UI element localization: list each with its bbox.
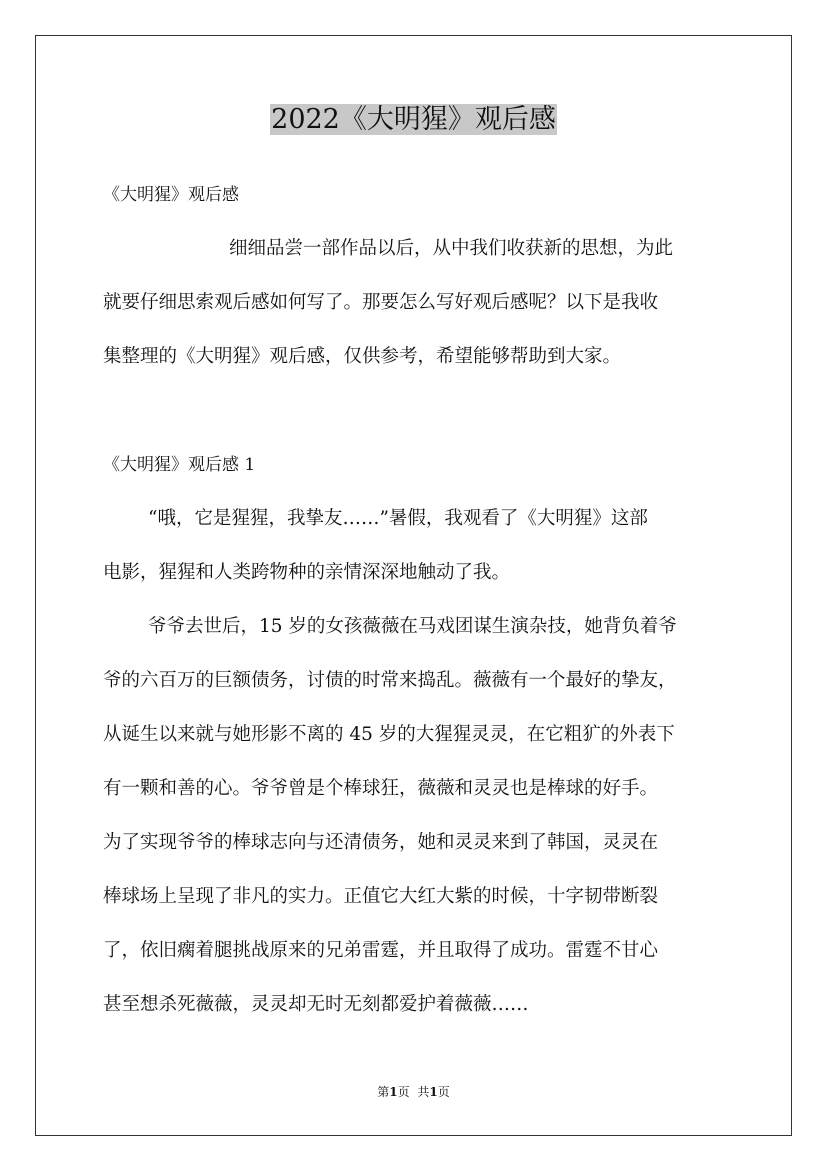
body-line-8: 棒球场上呈现了非凡的实力。正值它大红大紫的时候，十字韧带断裂 — [103, 886, 659, 907]
intro-line-3: 集整理的《大明猩》观后感，仅供参考，希望能够帮助到大家。 — [103, 346, 622, 367]
total-label-suffix: 页 — [437, 1085, 450, 1099]
body-line-5: 从诞生以来就与她形影不离的 45 岁的大猩猩灵灵，在它粗犷的外表下 — [103, 724, 675, 745]
document-title-wrapper — [0, 100, 827, 140]
document-title: 2022《大明猩》观后感 — [271, 104, 556, 135]
total-label-prefix: 共 — [417, 1085, 430, 1099]
intro-line-1: 细细品尝一部作品以后，从中我们收获新的思想，为此 — [229, 238, 674, 259]
page-label-prefix: 第 — [377, 1085, 390, 1099]
body-line-10: 甚至想杀死薇薇，灵灵却无时无刻都爱护着薇薇…… — [103, 994, 529, 1015]
body-line-9: 了，依旧瘸着腿挑战原来的兄弟雷霆，并且取得了成功。雷霆不甘心 — [103, 940, 659, 961]
total-pages: 1 — [429, 1085, 438, 1099]
body-line-2: 电影，猩猩和人类跨物种的亲情深深地触动了我。 — [103, 562, 511, 583]
page-number: 1 — [389, 1085, 398, 1099]
body-line-1: “哦，它是猩猩，我挚友……”暑假，我观看了《大明猩》这部 — [148, 508, 648, 529]
page-label-suffix: 页 — [397, 1085, 410, 1099]
body-line-7: 为了实现爷爷的棒球志向与还清债务，她和灵灵来到了韩国，灵灵在 — [103, 832, 659, 853]
section-heading: 《大明猩》观后感 1 — [103, 455, 256, 475]
page-footer — [0, 1084, 827, 1100]
intro-line-2: 就要仔细思索观后感如何写了。那要怎么写好观后感呢？以下是我收 — [103, 292, 659, 313]
body-line-4: 爷的六百万的巨额债务，讨债的时常来捣乱。薇薇有一个最好的挚友， — [103, 670, 677, 691]
document-subtitle: 《大明猩》观后感 — [103, 185, 239, 205]
body-line-6: 有一颗和善的心。爷爷曾是个棒球狂，薇薇和灵灵也是棒球的好手。 — [103, 778, 659, 799]
body-line-3: 爷爷去世后，15 岁的女孩薇薇在马戏团谋生演杂技，她背负着爷 — [148, 616, 677, 637]
